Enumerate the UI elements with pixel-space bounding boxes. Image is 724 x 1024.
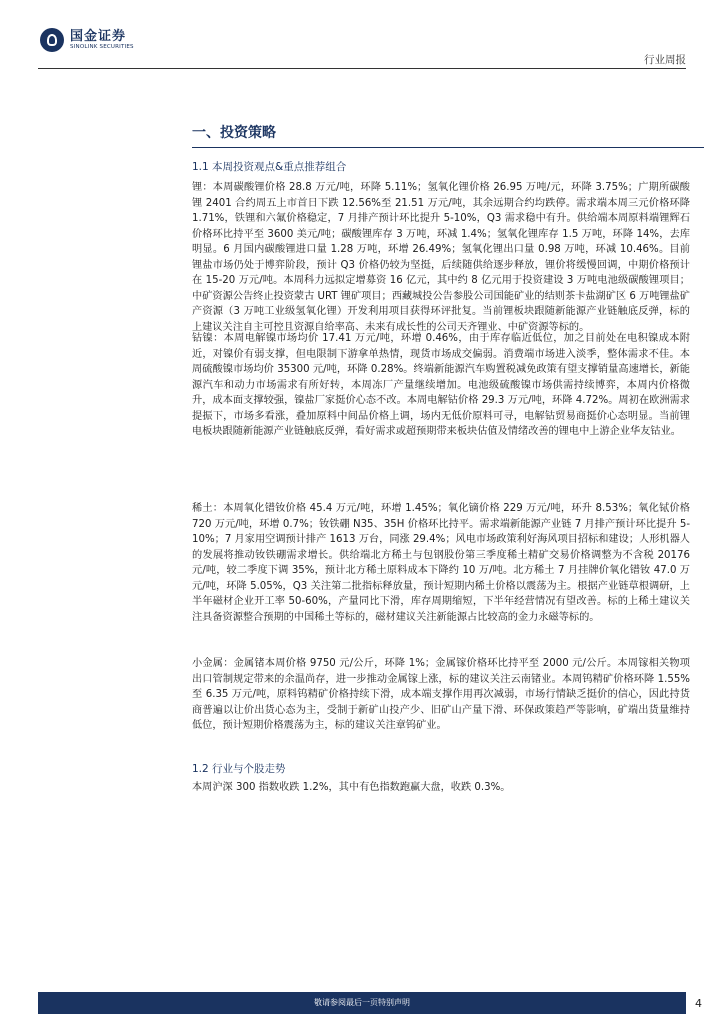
header-divider xyxy=(38,68,686,69)
paragraph-lithium: 锂：本周碳酸锂价格 28.8 万元/吨，环降 5.11%；氢氧化锂价格 26.95 万吨/元，环降 3.75%；广期所碳酸锂 2401 合约周五上市首日下跌 12.56%至 21.51 万元/吨，其余远期合约均跌停。需求端本周三元价格环降 1.71%，铁锂和六氟价格稳定，7 月排产预计环比提升 5-10%，Q3 需求稳中有升。供给端本周原料端锂辉石价格环比持平至 3600 美元/吨；碳酸锂库存 3 万吨，环减 1.4%；氢氧化锂库存 1.5 万吨，环降 14%，去库明显。6 月国内碳酸锂进口量 1.28 万吨，环增 26.49%；氢氧化锂出口量 0.98 万吨，环减 10.46%。目前锂盐市场仍处于博弈阶段，预计 Q3 价格仍较为坚挺，后续随供给逐步释放，锂价将缓慢回调，中期价格预计在 15-20 万元/吨。本周科力远拟定增募资 16 亿元，其中约 8 亿元用于投资建设 3 万吨电池级碳酸锂项目；中矿资源公告终止投资蒙古 URT 锂矿项目；西藏城投公告参股公司国能矿业的结则茶卡盐湖矿区 6 万吨锂盐矿产资源（3 万吨工业级氢氧化锂）开发利用项目获得环评批复。当前锂板块跟随新能源产业链触底反弹，标的上建议关注自主可控且资源自给率高、未来有成长性的公司天齐锂业、中矿资源等标的。 xyxy=(192,182,690,333)
paragraph-cobalt-nickel: 钴镍：本周电解镍市场均价 17.41 万元/吨，环增 0.46%，由于库存临近低位，加之目前处在电积镍成本附近，对镍价有弱支撑，但电限制下游拿单热情，现货市场成交偏弱。消费端市场进入淡季，整体需求不佳。本周硫酸镍市场均价 35300 元/吨，环降 0.28%。终端新能源汽车购置税减免政策有望支撑销量高速增长，新能源汽车和动力市场需求有所好转，本周冻厂产量继续增加。电池级硫酸镍市场供需持续博弈，本周内价格微升，成本面支撑较强，镍盐厂家挺价心态不改。本周电解钴价格 29.3 万元/吨，环降 4.72%。周初在欧洲需求提振下，市场多看涨，叠加原料中间品价格上调，场内无低价原料可寻，电解钴贸易商挺价心态明显。当前锂电板块跟随新能源产业链触底反弹，看好需求或超预期带来板块估值及情绪改善的锂电中上游企业华友钴业。 xyxy=(192,333,690,437)
page-number: 4 xyxy=(695,997,702,1010)
footer-disclaimer: 敬请参阅最后一页特别声明 xyxy=(314,998,410,1007)
page-header xyxy=(0,0,724,72)
company-logo xyxy=(40,26,134,54)
paragraph-rare-earth: 稀土：本周氧化镨钕价格 45.4 万元/吨，环增 1.45%；氧化镝价格 229 万元/吨，环升 8.53%；氧化铽价格 720 万元/吨，环增 0.7%；钕铁硼 N35、35H 价格环比持平。需求端新能源产业链 7 月排产预计环比提升 5-10%；7 月家用空调预计排产 1613 万台，同涨 29.4%；风电市场政策利好海风项目招标和建设；人形机器人的发展将推动钕铁硼需求增长。供给端北方稀土与包钢股份第三季度稀土精矿交易价格调整为不含税 20176 元/吨，较二季度下调 35%，预计北方稀土原料成本下降约 10 万/吨。北方稀土 7 月挂牌价氧化镨钕 47.0 万元/吨，环降 5.05%，Q3 关注第二批指标释放量，预计短期内稀土价格以震荡为主。根据产业链草根调研，上半年磁材企业开工率 50-60%，产量同比下滑，库存周期缩短，下半年经营情况有望改善。标的上稀土建议关注具备资源整合预期的中国稀土等标的，磁材建议关注新能源占比较高的金力永磁等标的。 xyxy=(192,503,690,623)
section-title: 一、投资策略 xyxy=(192,125,276,141)
paragraph-minor-metals: 小金属：金属锗本周价格 9750 元/公斤，环降 1%；金属镓价格环比持平至 2000 元/公斤。本周镓相关物项出口管制规定带来的余温尚存，进一步推动金属镓上涨，标的建议关注云南锗业。本周钨精矿价格环降 1.55%至 6.35 万元/吨，原料钨精矿价格持续下滑，成本端支撑作用再次减弱，市场行情缺乏挺价的信心，因此持货商普遍以让价出货心态为主，受制于新矿山投产少、旧矿山产量下滑、环保政策趋严等影响，矿端出货量维持低位，预计短期价格震荡为主，标的建议关注章钨矿业。 xyxy=(192,658,690,731)
logo-name-cn: 国金证券 xyxy=(70,28,127,44)
report-type-label: 行业周报 xyxy=(644,54,686,66)
section-divider xyxy=(192,147,704,148)
footer-bar xyxy=(38,992,686,1014)
logo-icon xyxy=(40,28,64,52)
subsection-title-1-1: 1.1 本周投资观点&重点推荐组合 xyxy=(192,161,347,173)
paragraph-market: 本周沪深 300 指数收跌 1.2%，其中有色指数跑赢大盘，收跌 0.3%。 xyxy=(192,782,511,793)
logo-name-en: SINOLINK SECURITIES xyxy=(70,43,134,50)
subsection-title-1-2: 1.2 行业与个股走势 xyxy=(192,763,286,775)
